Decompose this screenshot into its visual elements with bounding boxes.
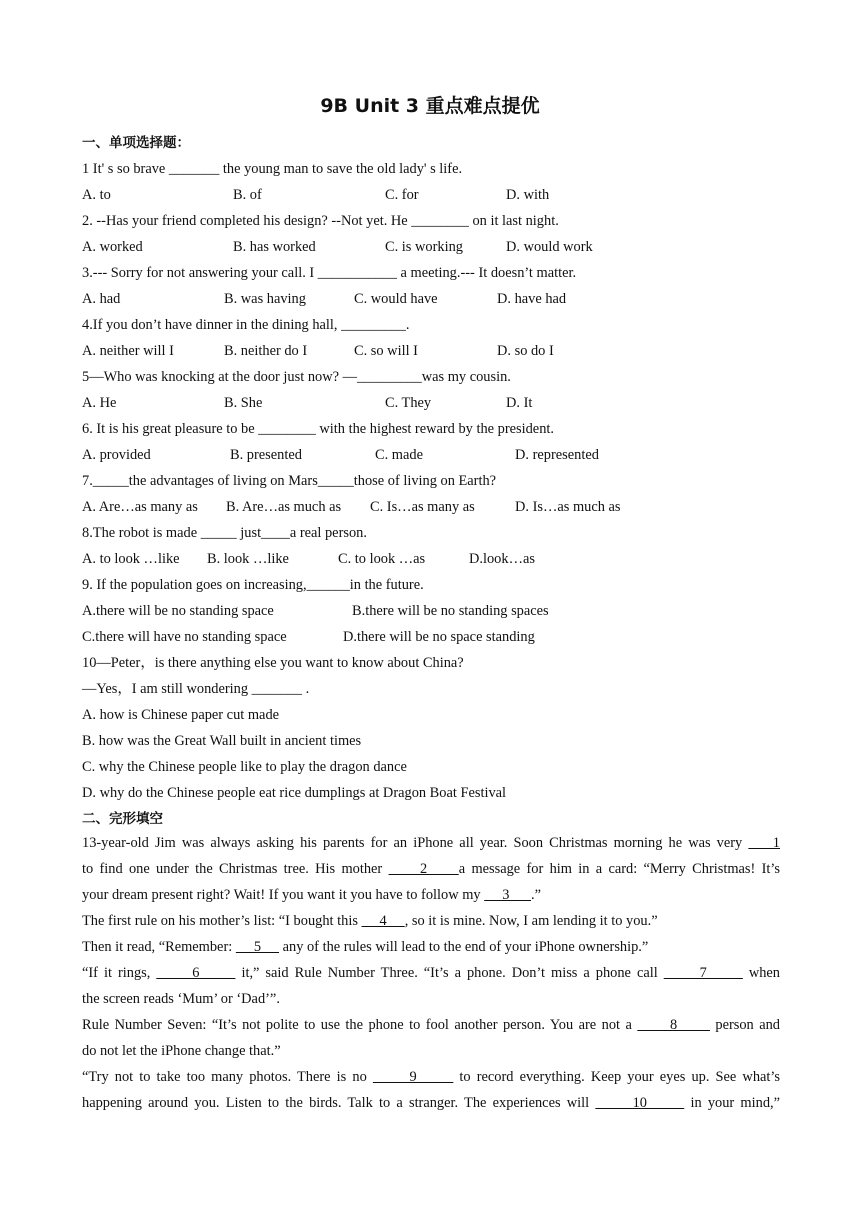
passage-text: Then it read, “Remember: (82, 939, 236, 955)
passage-line (82, 1090, 780, 1116)
option-a: A. to look …like (82, 551, 180, 567)
passage-line (82, 830, 780, 856)
question-9-stem: 9. If the population goes on increasing,______in the future. (82, 577, 424, 593)
option-c: C. Is…as many as (370, 499, 475, 515)
passage-text: to find one under the Christmas tree. His mother (82, 861, 389, 877)
question-10-option-b: B. how was the Great Wall built in ancient times (82, 733, 362, 749)
question-8-stem: 8.The robot is made _____ just____a real person. (82, 525, 367, 541)
cloze-paragraph-6 (82, 1064, 780, 1116)
cloze-paragraph-1 (82, 830, 780, 908)
question-2-stem: 2. --Has your friend completed his design? --Not yet. He ________ on it last night. (82, 213, 559, 229)
question-2-options (82, 237, 782, 257)
passage-line (82, 1012, 780, 1038)
question-4-stem: 4.If you don’t have dinner in the dining hall, _________. (82, 317, 410, 333)
cloze-paragraph-2 (82, 908, 780, 934)
blank-5: 5 (235, 939, 280, 955)
question-10-option-d: D. why do the Chinese people eat rice dumplings at Dragon Boat Festival (82, 785, 507, 801)
option-c: C. is working (385, 239, 463, 255)
cloze-paragraph-3 (82, 934, 780, 960)
option-b: B.there will be no standing spaces (352, 603, 549, 619)
blank-4: 4 (361, 913, 405, 929)
page-title: 9B Unit 3 重点难点提优 (320, 95, 540, 117)
passage-line (82, 856, 780, 882)
passage-text: person and (709, 1017, 780, 1033)
passage-text: .” (531, 887, 541, 903)
question-6-stem: 6. It is his great pleasure to be ________ with the highest reward by the president. (82, 421, 554, 437)
cloze-paragraph-5 (82, 1012, 780, 1064)
question-9-options-row2 (82, 627, 782, 647)
option-c: C.there will have no standing space (82, 629, 287, 645)
blank-9: 9 (372, 1069, 454, 1085)
option-c: C. made (375, 447, 423, 463)
question-1-options (82, 185, 782, 205)
question-1-stem: 1 It' s so brave _______ the young man to save the old lady' s life. (82, 161, 463, 177)
passage-text: your dream present right? Wait! If you want it you have to follow my (82, 887, 485, 903)
question-6-options (82, 445, 782, 465)
option-b: B. look …like (207, 551, 289, 567)
question-10-option-a: A. how is Chinese paper cut made (82, 707, 280, 723)
option-b: B. has worked (233, 239, 316, 255)
option-b: B. presented (230, 447, 302, 463)
blank-6: 6 (156, 965, 236, 981)
option-a: A. Are…as many as (82, 499, 198, 515)
option-a: A. neither will I (82, 343, 174, 359)
question-7-stem: 7._____the advantages of living on Mars_____those of living on Earth? (82, 473, 497, 489)
question-8-options (82, 549, 782, 569)
blank-3: 3 (484, 887, 531, 903)
question-10-stem: 10—Peter，is there anything else you want to know about China? (82, 655, 464, 671)
option-d: D.there will be no space standing (343, 629, 535, 645)
option-c: C. They (385, 395, 432, 411)
cloze-paragraph-4 (82, 960, 780, 1012)
passage-text: The first rule on his mother’s list: “I bought this (82, 913, 362, 929)
option-b: B. was having (224, 291, 306, 307)
question-10-option-c: C. why the Chinese people like to play the dragon dance (82, 759, 407, 775)
blank-1: 1 (748, 835, 781, 851)
passage-line (82, 1064, 780, 1090)
blank-10: 10 (595, 1095, 685, 1111)
question-5-options (82, 393, 782, 413)
passage-text: , so it is mine. Now, I am lending it to you.” (404, 913, 658, 929)
passage-text: “Try not to take too many photos. There is no (82, 1069, 373, 1085)
option-b: B. of (233, 187, 262, 203)
passage-text: in your mind,” (684, 1095, 780, 1111)
question-10-stem-reply: —Yes，I am still wondering _______ . (82, 681, 310, 697)
option-d: D. would work (506, 239, 593, 255)
passage-line (82, 960, 780, 986)
option-c: C. so will I (354, 343, 418, 359)
blank-7: 7 (663, 965, 743, 981)
option-c: C. for (385, 187, 419, 203)
question-4-options (82, 341, 782, 361)
passage-text: a message for him in a card: “Merry Christmas! It’s (458, 861, 781, 877)
option-a: A. to (82, 187, 111, 203)
option-b: B. Are…as much as (226, 499, 342, 515)
question-3-stem: 3.--- Sorry for not answering your call. I ___________ a meeting.--- It doesn’t matter. (82, 265, 577, 281)
section-heading-choice: 一、单项选择题： (82, 135, 190, 151)
option-a: A. He (82, 395, 117, 411)
passage-text: it,” said Rule Number Three. “It’s a phone. Don’t miss a phone call (235, 965, 664, 981)
section-heading-cloze: 二、完形填空 (82, 811, 163, 827)
option-a: A. worked (82, 239, 143, 255)
question-3-options (82, 289, 782, 309)
passage-line (82, 934, 780, 960)
option-b: B. neither do I (224, 343, 308, 359)
passage-text: “If it rings, (82, 965, 157, 981)
passage-text: happening around you. Listen to the birds. Talk to a stranger. The experiences will (82, 1095, 596, 1111)
passage-text: 13-year-old Jim was always asking his parents for an iPhone all year. Soon Christmas morning he was very (82, 835, 749, 851)
question-9-options-row1 (82, 601, 782, 621)
option-a: A.there will be no standing space (82, 603, 274, 619)
question-7-options (82, 497, 782, 517)
option-a: A. had (82, 291, 121, 307)
passage-text: when (742, 965, 781, 981)
passage-text: to record everything. Keep your eyes up. See what’s (453, 1069, 780, 1085)
option-b: B. She (224, 395, 263, 411)
passage-line (82, 908, 780, 934)
blank-2: 2 (388, 861, 459, 877)
blank-8: 8 (637, 1017, 710, 1033)
option-d: D. so do I (497, 343, 554, 359)
passage-text: any of the rules will lead to the end of your iPhone ownership.” (279, 939, 649, 955)
option-c: C. to look …as (338, 551, 426, 567)
passage-line (82, 882, 780, 908)
option-d: D. have had (497, 291, 567, 307)
passage-text: Rule Number Seven: “It’s not polite to use the phone to fool another person. You are not a (82, 1017, 638, 1033)
option-a: A. provided (82, 447, 151, 463)
passage-line: the screen reads ‘Mum’ or ‘Dad’”. (82, 991, 280, 1007)
option-d: D.look…as (469, 551, 535, 567)
question-5-stem: 5—Who was knocking at the door just now? —_________was my cousin. (82, 369, 511, 385)
option-d: D. with (506, 187, 550, 203)
option-c: C. would have (354, 291, 438, 307)
option-d: D. represented (515, 447, 599, 463)
option-d: D. It (506, 395, 533, 411)
option-d: D. Is…as much as (515, 499, 621, 515)
passage-line: do not let the iPhone change that.” (82, 1043, 281, 1059)
